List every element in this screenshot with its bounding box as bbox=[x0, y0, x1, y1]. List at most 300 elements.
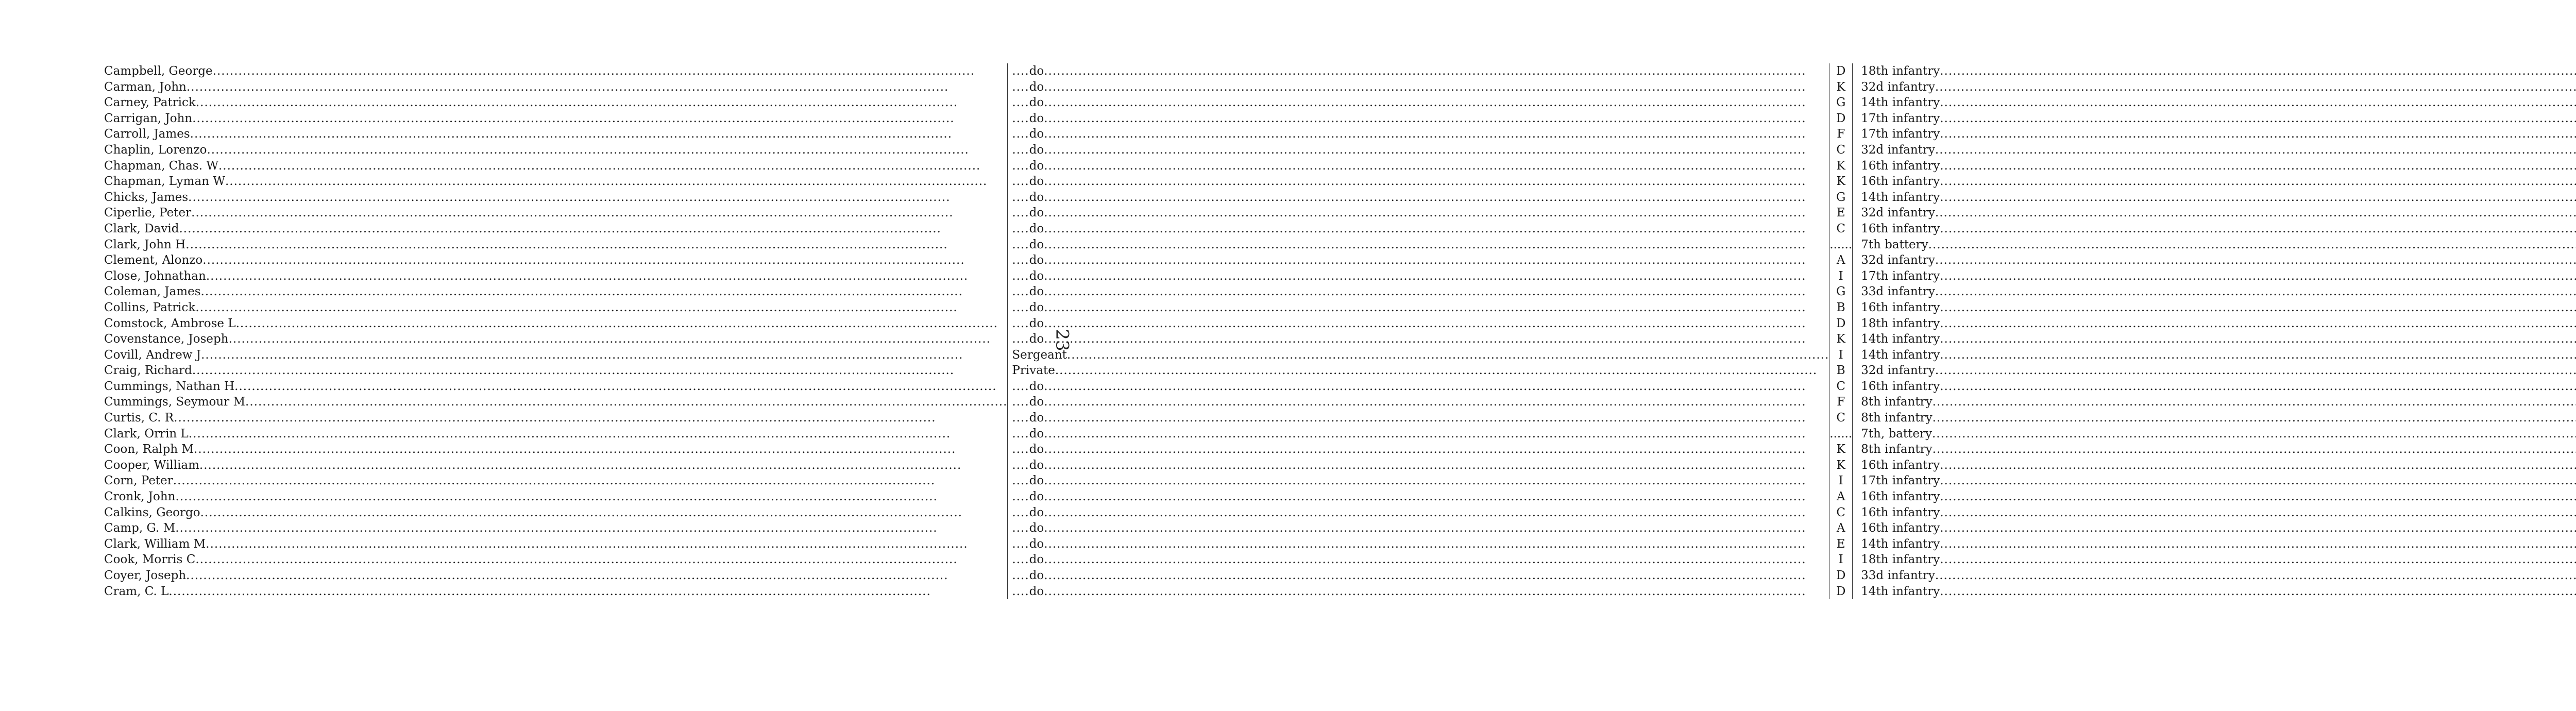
company-cell: ...... bbox=[1829, 426, 1853, 442]
regiment-text: 14th infantry bbox=[1861, 537, 1940, 551]
soldier-name: Cronk, John bbox=[104, 490, 176, 504]
company-cell: F bbox=[1829, 394, 1853, 410]
leader-dots bbox=[1044, 473, 1829, 489]
rank-text: do bbox=[1029, 175, 1044, 189]
regiment-cell bbox=[1853, 568, 2576, 584]
rank-text: do bbox=[1029, 316, 1044, 330]
soldier-name: Cummings, Nathan H bbox=[104, 379, 235, 393]
leader-dots bbox=[1012, 473, 1029, 489]
table-row bbox=[104, 63, 2576, 79]
soldier-name: Chapman, Lyman W bbox=[104, 175, 225, 189]
regiment-cell bbox=[1853, 268, 2576, 284]
rank-text: do bbox=[1029, 222, 1044, 235]
leader-dots bbox=[1044, 284, 1829, 300]
rank-cell bbox=[1008, 426, 1829, 442]
rank-cell bbox=[1008, 300, 1829, 316]
leader-dots bbox=[1044, 584, 1829, 600]
soldier-name: Chapman, Chas. W bbox=[104, 159, 218, 173]
rank-text: do bbox=[1029, 80, 1044, 94]
rank-cell bbox=[1008, 520, 1829, 536]
table-row bbox=[104, 268, 2576, 284]
soldier-name: Curtis, C. R bbox=[104, 411, 174, 425]
regiment-cell bbox=[1853, 142, 2576, 158]
soldier-name-cell bbox=[104, 394, 1008, 410]
rank-cell bbox=[1008, 205, 1829, 221]
table-row bbox=[104, 158, 2576, 174]
rank-text: do bbox=[1029, 111, 1044, 125]
leader-dots bbox=[1012, 142, 1029, 158]
rank-cell bbox=[1008, 568, 1829, 584]
leader-dots bbox=[1933, 410, 2576, 426]
leader-dots bbox=[1940, 126, 2576, 142]
leader-dots bbox=[187, 79, 1007, 95]
rank-cell bbox=[1008, 394, 1829, 410]
leader-dots bbox=[1044, 489, 1829, 505]
leader-dots bbox=[1012, 190, 1029, 206]
company-cell: E bbox=[1829, 205, 1853, 221]
soldier-name: Clark, David bbox=[104, 222, 179, 235]
soldier-name: Coyer, Joseph bbox=[104, 569, 187, 582]
leader-dots bbox=[1044, 79, 1829, 95]
company-cell: K bbox=[1829, 331, 1853, 347]
regiment-text: 16th infantry bbox=[1861, 458, 1940, 472]
rank-cell bbox=[1008, 536, 1829, 552]
rank-cell bbox=[1008, 126, 1829, 142]
leader-dots bbox=[186, 568, 1007, 584]
leader-dots bbox=[1012, 95, 1029, 111]
regiment-cell bbox=[1853, 552, 2576, 568]
rank-cell bbox=[1008, 410, 1829, 426]
regiment-text: 17th infantry bbox=[1861, 127, 1940, 141]
rank-text: do bbox=[1029, 285, 1044, 299]
leader-dots bbox=[1012, 316, 1029, 332]
soldier-name-cell bbox=[104, 268, 1008, 284]
regiment-cell bbox=[1853, 284, 2576, 300]
leader-dots bbox=[1044, 458, 1829, 473]
leader-dots bbox=[1935, 252, 2576, 268]
rank-cell bbox=[1008, 221, 1829, 237]
table-row bbox=[104, 347, 2576, 363]
leader-dots bbox=[1012, 584, 1029, 600]
soldier-name-cell bbox=[104, 505, 1008, 521]
company-cell: C bbox=[1829, 379, 1853, 395]
company-cell: B bbox=[1829, 300, 1853, 316]
soldier-name-cell bbox=[104, 126, 1008, 142]
rank-text: do bbox=[1029, 537, 1044, 551]
leader-dots bbox=[1044, 63, 1829, 79]
soldier-name-cell bbox=[104, 584, 1008, 600]
leader-dots bbox=[196, 95, 1008, 111]
regiment-cell bbox=[1853, 221, 2576, 237]
soldier-name: Covenstance, Joseph bbox=[104, 332, 229, 346]
company-cell: C bbox=[1829, 142, 1853, 158]
leader-dots bbox=[225, 174, 1007, 190]
leader-dots bbox=[1012, 252, 1029, 268]
company-cell: ...... bbox=[1829, 237, 1853, 253]
leader-dots bbox=[168, 584, 1007, 600]
regiment-text: 32d infantry bbox=[1861, 80, 1935, 94]
soldier-name: Carman, John bbox=[104, 80, 187, 94]
table-row bbox=[104, 489, 2576, 505]
soldier-name-cell bbox=[104, 410, 1008, 426]
leader-dots bbox=[1044, 190, 1829, 206]
company-cell: D bbox=[1829, 316, 1853, 332]
company-cell: D bbox=[1829, 111, 1853, 127]
soldier-name: Carrigan, John bbox=[104, 111, 193, 125]
table-row bbox=[104, 379, 2576, 395]
soldier-name: Chaplin, Lorenzo bbox=[104, 143, 207, 157]
page-number: 23 bbox=[1052, 329, 1073, 351]
soldier-name-cell bbox=[104, 79, 1008, 95]
leader-dots bbox=[1012, 331, 1029, 347]
table-row bbox=[104, 252, 2576, 268]
leader-dots bbox=[1012, 552, 1029, 568]
company-cell: E bbox=[1829, 536, 1853, 552]
leader-dots bbox=[1012, 174, 1029, 190]
rank-cell bbox=[1008, 458, 1829, 473]
regiment-text: 17th infantry bbox=[1861, 111, 1940, 125]
regiment-text: 18th infantry bbox=[1861, 553, 1940, 567]
roster-table bbox=[104, 63, 2576, 599]
leader-dots bbox=[1012, 394, 1029, 410]
leader-dots bbox=[1935, 568, 2576, 584]
rank-text: do bbox=[1029, 96, 1044, 110]
regiment-text: 18th infantry bbox=[1861, 64, 1940, 78]
regiment-text: 32d infantry bbox=[1861, 253, 1935, 267]
company-cell: K bbox=[1829, 174, 1853, 190]
rank-text: do bbox=[1029, 238, 1044, 251]
leader-dots bbox=[229, 331, 1008, 347]
leader-dots bbox=[1044, 111, 1829, 127]
table-row bbox=[104, 174, 2576, 190]
soldier-name-cell bbox=[104, 95, 1008, 111]
leader-dots bbox=[1012, 536, 1029, 552]
soldier-name-cell bbox=[104, 174, 1008, 190]
rank-cell bbox=[1008, 284, 1829, 300]
leader-dots bbox=[1044, 568, 1829, 584]
regiment-text: 14th infantry bbox=[1861, 332, 1940, 346]
rank-cell bbox=[1008, 363, 1829, 379]
soldier-name: Close, Johnathan bbox=[104, 269, 206, 283]
table-row bbox=[104, 505, 2576, 521]
leader-dots bbox=[1940, 158, 2576, 174]
leader-dots bbox=[1012, 568, 1029, 584]
company-cell: I bbox=[1829, 347, 1853, 363]
rank-cell bbox=[1008, 158, 1829, 174]
leader-dots bbox=[1067, 347, 1829, 363]
rank-cell bbox=[1008, 174, 1829, 190]
regiment-text: 16th infantry bbox=[1861, 505, 1940, 519]
rank-text: do bbox=[1029, 569, 1044, 582]
leader-dots bbox=[1044, 505, 1829, 521]
regiment-text: 16th infantry bbox=[1861, 175, 1940, 189]
leader-dots bbox=[1940, 316, 2576, 332]
soldier-name-cell bbox=[104, 331, 1008, 347]
soldier-name: Clark, Orrin L bbox=[104, 427, 189, 441]
rank-text: do bbox=[1029, 505, 1044, 519]
company-cell: D bbox=[1829, 584, 1853, 600]
soldier-name-cell bbox=[104, 489, 1008, 505]
leader-dots bbox=[218, 158, 1007, 174]
soldier-name: Calkins, Georgo bbox=[104, 505, 200, 519]
soldier-name-cell bbox=[104, 363, 1008, 379]
leader-dots bbox=[1044, 252, 1829, 268]
rank-text: do bbox=[1029, 269, 1044, 283]
rank-text: Sergeant bbox=[1012, 348, 1067, 362]
rank-cell bbox=[1008, 584, 1829, 600]
soldier-name-cell bbox=[104, 63, 1008, 79]
leader-dots bbox=[1012, 379, 1029, 395]
leader-dots bbox=[1044, 410, 1829, 426]
soldier-name-cell bbox=[104, 205, 1008, 221]
table-row bbox=[104, 363, 2576, 379]
table-row bbox=[104, 410, 2576, 426]
soldier-name: Collins, Patrick bbox=[104, 300, 196, 314]
regiment-cell bbox=[1853, 126, 2576, 142]
table-row bbox=[104, 536, 2576, 552]
soldier-name-cell bbox=[104, 520, 1008, 536]
regiment-cell bbox=[1853, 331, 2576, 347]
table-row bbox=[104, 111, 2576, 127]
leader-dots bbox=[1940, 174, 2576, 190]
leader-dots bbox=[1940, 190, 2576, 206]
leader-dots bbox=[1012, 300, 1029, 316]
regiment-text: 16th infantry bbox=[1861, 490, 1940, 504]
regiment-cell bbox=[1853, 347, 2576, 363]
leader-dots bbox=[1012, 489, 1029, 505]
regiment-text: 17th infantry bbox=[1861, 474, 1940, 488]
leader-dots bbox=[1044, 142, 1829, 158]
rank-cell bbox=[1008, 63, 1829, 79]
table-row bbox=[104, 205, 2576, 221]
soldier-name-cell bbox=[104, 190, 1008, 206]
table-row bbox=[104, 584, 2576, 600]
regiment-text: 18th infantry bbox=[1861, 316, 1940, 330]
leader-dots bbox=[1933, 442, 2576, 458]
leader-dots bbox=[1044, 442, 1829, 458]
rank-text: do bbox=[1029, 553, 1044, 567]
table-row bbox=[104, 426, 2576, 442]
soldier-name-cell bbox=[104, 237, 1008, 253]
leader-dots bbox=[1940, 379, 2576, 395]
leader-dots bbox=[199, 458, 1008, 473]
regiment-cell bbox=[1853, 489, 2576, 505]
rank-cell bbox=[1008, 142, 1829, 158]
soldier-name-cell bbox=[104, 221, 1008, 237]
leader-dots bbox=[1012, 237, 1029, 253]
rank-cell bbox=[1008, 347, 1829, 363]
table-row bbox=[104, 568, 2576, 584]
leader-dots bbox=[1044, 331, 1829, 347]
regiment-cell bbox=[1853, 111, 2576, 127]
leader-dots bbox=[236, 316, 1008, 332]
leader-dots bbox=[1044, 174, 1829, 190]
company-cell: A bbox=[1829, 489, 1853, 505]
table-row bbox=[104, 221, 2576, 237]
company-cell: G bbox=[1829, 284, 1853, 300]
regiment-cell bbox=[1853, 300, 2576, 316]
leader-dots bbox=[191, 205, 1007, 221]
soldier-name: Coleman, James bbox=[104, 285, 201, 299]
regiment-cell bbox=[1853, 237, 2576, 253]
company-cell: I bbox=[1829, 268, 1853, 284]
leader-dots bbox=[206, 268, 1008, 284]
company-cell: A bbox=[1829, 520, 1853, 536]
table-row bbox=[104, 394, 2576, 410]
table-row bbox=[104, 284, 2576, 300]
regiment-text: 8th infantry bbox=[1861, 443, 1933, 456]
leader-dots bbox=[1940, 520, 2576, 536]
rank-text: do bbox=[1029, 395, 1044, 409]
regiment-text: 16th infantry bbox=[1861, 300, 1940, 314]
leader-dots bbox=[173, 473, 1008, 489]
soldier-name-cell bbox=[104, 142, 1008, 158]
leader-dots bbox=[1928, 237, 2576, 253]
soldier-name-cell bbox=[104, 300, 1008, 316]
leader-dots bbox=[1044, 221, 1829, 237]
leader-dots bbox=[234, 379, 1007, 395]
leader-dots bbox=[192, 363, 1008, 379]
rank-cell bbox=[1008, 331, 1829, 347]
regiment-cell bbox=[1853, 426, 2576, 442]
soldier-name: Corn, Peter bbox=[104, 474, 173, 488]
leader-dots bbox=[1933, 394, 2576, 410]
rank-cell bbox=[1008, 316, 1829, 332]
rank-cell bbox=[1008, 552, 1829, 568]
leader-dots bbox=[194, 442, 1007, 458]
regiment-cell bbox=[1853, 520, 2576, 536]
table-row bbox=[104, 442, 2576, 458]
regiment-text: 17th infantry bbox=[1861, 269, 1940, 283]
soldier-name: Clark, William M bbox=[104, 537, 206, 551]
soldier-name-cell bbox=[104, 426, 1008, 442]
rank-text: do bbox=[1029, 300, 1044, 314]
soldier-name-cell bbox=[104, 552, 1008, 568]
leader-dots bbox=[1044, 520, 1829, 536]
leader-dots bbox=[175, 520, 1007, 536]
regiment-text: 16th infantry bbox=[1861, 521, 1940, 535]
regiment-text: 14th infantry bbox=[1861, 348, 1940, 362]
leader-dots bbox=[1055, 363, 1829, 379]
leader-dots bbox=[1044, 158, 1829, 174]
rank-text: do bbox=[1029, 584, 1044, 598]
rank-text: do bbox=[1029, 474, 1044, 488]
regiment-cell bbox=[1853, 442, 2576, 458]
regiment-cell bbox=[1853, 584, 2576, 600]
table-row bbox=[104, 237, 2576, 253]
leader-dots bbox=[1940, 221, 2576, 237]
soldier-name-cell bbox=[104, 442, 1008, 458]
leader-dots bbox=[1940, 473, 2576, 489]
leader-dots bbox=[1044, 237, 1829, 253]
leader-dots bbox=[190, 126, 1008, 142]
regiment-cell bbox=[1853, 316, 2576, 332]
company-cell: G bbox=[1829, 95, 1853, 111]
leader-dots bbox=[179, 221, 1007, 237]
regiment-text: 33d infantry bbox=[1861, 569, 1935, 582]
company-cell: K bbox=[1829, 79, 1853, 95]
table-row bbox=[104, 473, 2576, 489]
table-row bbox=[104, 79, 2576, 95]
regiment-cell bbox=[1853, 158, 2576, 174]
soldier-name: Carroll, James bbox=[104, 127, 190, 141]
leader-dots bbox=[1012, 205, 1029, 221]
leader-dots bbox=[1940, 458, 2576, 473]
company-cell: K bbox=[1829, 458, 1853, 473]
rank-cell bbox=[1008, 79, 1829, 95]
table-row bbox=[104, 331, 2576, 347]
leader-dots bbox=[1940, 300, 2576, 316]
table-row bbox=[104, 520, 2576, 536]
leader-dots bbox=[202, 252, 1007, 268]
leader-dots bbox=[1044, 316, 1829, 332]
soldier-name: Cook, Morris C bbox=[104, 553, 196, 567]
soldier-name-cell bbox=[104, 252, 1008, 268]
soldier-name: Covill, Andrew J bbox=[104, 348, 201, 362]
leader-dots bbox=[1012, 505, 1029, 521]
soldier-name: Camp, G. M bbox=[104, 521, 176, 535]
table-row bbox=[104, 552, 2576, 568]
rank-cell bbox=[1008, 505, 1829, 521]
regiment-cell bbox=[1853, 205, 2576, 221]
soldier-name: Comstock, Ambrose L bbox=[104, 316, 236, 330]
soldier-name: Chicks, James bbox=[104, 190, 189, 204]
rank-text: do bbox=[1029, 458, 1044, 472]
leader-dots bbox=[1940, 536, 2576, 552]
rank-text: do bbox=[1029, 253, 1044, 267]
regiment-text: 7th, battery bbox=[1861, 427, 1932, 441]
company-cell: G bbox=[1829, 190, 1853, 206]
regiment-cell bbox=[1853, 394, 2576, 410]
regiment-cell bbox=[1853, 379, 2576, 395]
rank-text: do bbox=[1029, 190, 1044, 204]
regiment-cell bbox=[1853, 252, 2576, 268]
regiment-cell bbox=[1853, 363, 2576, 379]
regiment-cell bbox=[1853, 505, 2576, 521]
regiment-text: 16th infantry bbox=[1861, 379, 1940, 393]
soldier-name-cell bbox=[104, 347, 1008, 363]
table-row bbox=[104, 126, 2576, 142]
rank-text: do bbox=[1029, 143, 1044, 157]
soldier-name: Cooper, William bbox=[104, 458, 199, 472]
soldier-name: Carney, Patrick bbox=[104, 96, 196, 110]
leader-dots bbox=[174, 410, 1007, 426]
leader-dots bbox=[1940, 505, 2576, 521]
rank-text: do bbox=[1029, 332, 1044, 346]
rank-cell bbox=[1008, 489, 1829, 505]
soldier-name: Campbell, George bbox=[104, 64, 213, 78]
regiment-text: 32d infantry bbox=[1861, 364, 1935, 378]
leader-dots bbox=[206, 536, 1007, 552]
leader-dots bbox=[188, 190, 1007, 206]
rank-text: do bbox=[1029, 490, 1044, 504]
leader-dots bbox=[1940, 584, 2576, 600]
company-cell: C bbox=[1829, 221, 1853, 237]
leader-dots bbox=[1044, 552, 1829, 568]
leader-dots bbox=[1012, 268, 1029, 284]
leader-dots bbox=[201, 347, 1007, 363]
rank-cell bbox=[1008, 237, 1829, 253]
company-cell: K bbox=[1829, 158, 1853, 174]
leader-dots bbox=[1044, 268, 1829, 284]
company-cell: A bbox=[1829, 252, 1853, 268]
rank-cell bbox=[1008, 252, 1829, 268]
soldier-name: Cram, C. L bbox=[104, 584, 169, 598]
regiment-text: 8th infantry bbox=[1861, 395, 1933, 409]
rank-text: Private bbox=[1012, 364, 1055, 378]
regiment-text: 32d infantry bbox=[1861, 206, 1935, 220]
rank-cell bbox=[1008, 268, 1829, 284]
